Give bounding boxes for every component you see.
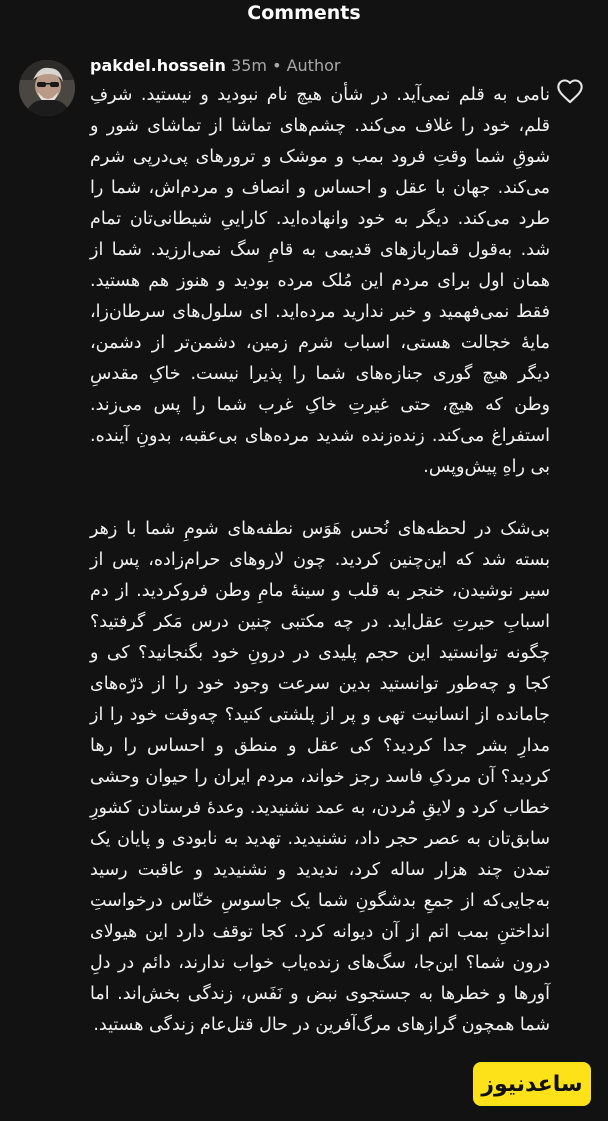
avatar[interactable]	[19, 60, 75, 116]
comment-meta	[90, 54, 340, 78]
username-link[interactable]: pakdel.hossein	[90, 56, 226, 75]
comment-paragraph-2: بی‌شک در لحظه‌های نُحس هَوَس نطفه‌های شومِ شما با زهر بسته شد که این‌چنین کردید. چون لاروهای حرام‌زاده، پس از سیر نوشیدن، خنجر به قلب و سینهٔ مامِ وطن فروکردید. از دم اسبابِ حیرتِ عقل‌اید. در چه مکتبی چنین درس مَکر گرفتید؟ چگونه توانستید این حجم پلیدی در درونِ خود بگنجانید؟ کی و کجا و چه‌طور توانستید بدین سرعت وجود خود را از ذرّه‌های جامانده از انسانیت تهی و پر از پلشتی کنید؟ چه‌وقت خود را از مدارِ بشر جدا کردید؟ کی عقل و منطق و احساس را رها کردید؟ آن مردکِ فاسد رجز خواند، مردم ایران را حیوان وحشی خطاب کرد و لایقِ مُردن، به عمد نشنیدید. وعدهٔ فرستادن کشورِ سابق‌تان به عصر حجر داد، نشنیدید. تهدید به نابودی و پایان یک تمدن چند هزار ساله کرد، ندیدید و نشنیدید و عاقبت رسید به‌جایی‌که از جمعِ بدشگونِ شما یک جاسوسِ خنّاس درخواستِ انداختنِ بمب اتم از آن دیوانه کرد. کجا توقف دارد این هیولای درون شما؟ این‌جا، سگ‌های زنده‌یاب خواب ندارند، دائم در دلِ آورها و خطرها به جستجوی نبض و نَفَس، زندگی بخش‌اند. اما شما همچون گرازهای مرگ‌آفرین در حال قتل‌عام زندگی هستید.	[90, 519, 550, 1035]
like-button[interactable]	[556, 78, 584, 104]
meta-separator: •	[272, 56, 282, 75]
comment-timestamp: 35m	[231, 56, 267, 75]
avatar-photo	[19, 60, 75, 116]
watermark-logo: ساعدنیوز	[473, 1062, 591, 1106]
page-title: Comments	[247, 2, 361, 24]
heart-outline-icon	[556, 78, 584, 104]
comment-paragraph-1: نامی به قلم نمی‌آید. در شأن هیچ نام نبودید و نیستید. شرفِ قلم، خود را غلاف می‌کند. چشم‌های تماشا از تماشای شور و شوقِ شما وقتِ فرود بمب و موشک و ترورهای پی‌درپی شرم می‌کند. جهان با عقل و احساس و انصاف و مردم‌اش، شما را طرد می‌کند. دیگر به خود وانهاده‌اید. کاراییِ شیطانی‌تان تمام شد. به‌قول قماربازهای قدیمی به قامِ سگ نمی‌ارزید. شما از همان اول برای مردم این مُلک مرده بودید و هنوز هم هستید. فقط نمی‌فهمید و خبر ندارید مرده‌اید. ای سلول‌های سرطان‌زا، مایهٔ خجالت هستی، اسباب شرم زمین، دشمن‌تر از دشمن، دیگر هیچ گوری جنازه‌های شما را پذیرا نیست. خاکِ مقدسِ وطن که هیچ، حتی غیرتِ خاکِ غرب شما را پس می‌زند. استفراغ می‌کند. زنده‌زنده شدید مرده‌های بی‌عقبه، بدونِ آینده. بی راهِ پیش‌وپس.	[90, 85, 550, 477]
author-badge: Author	[286, 56, 341, 75]
comment-body	[90, 80, 550, 1041]
